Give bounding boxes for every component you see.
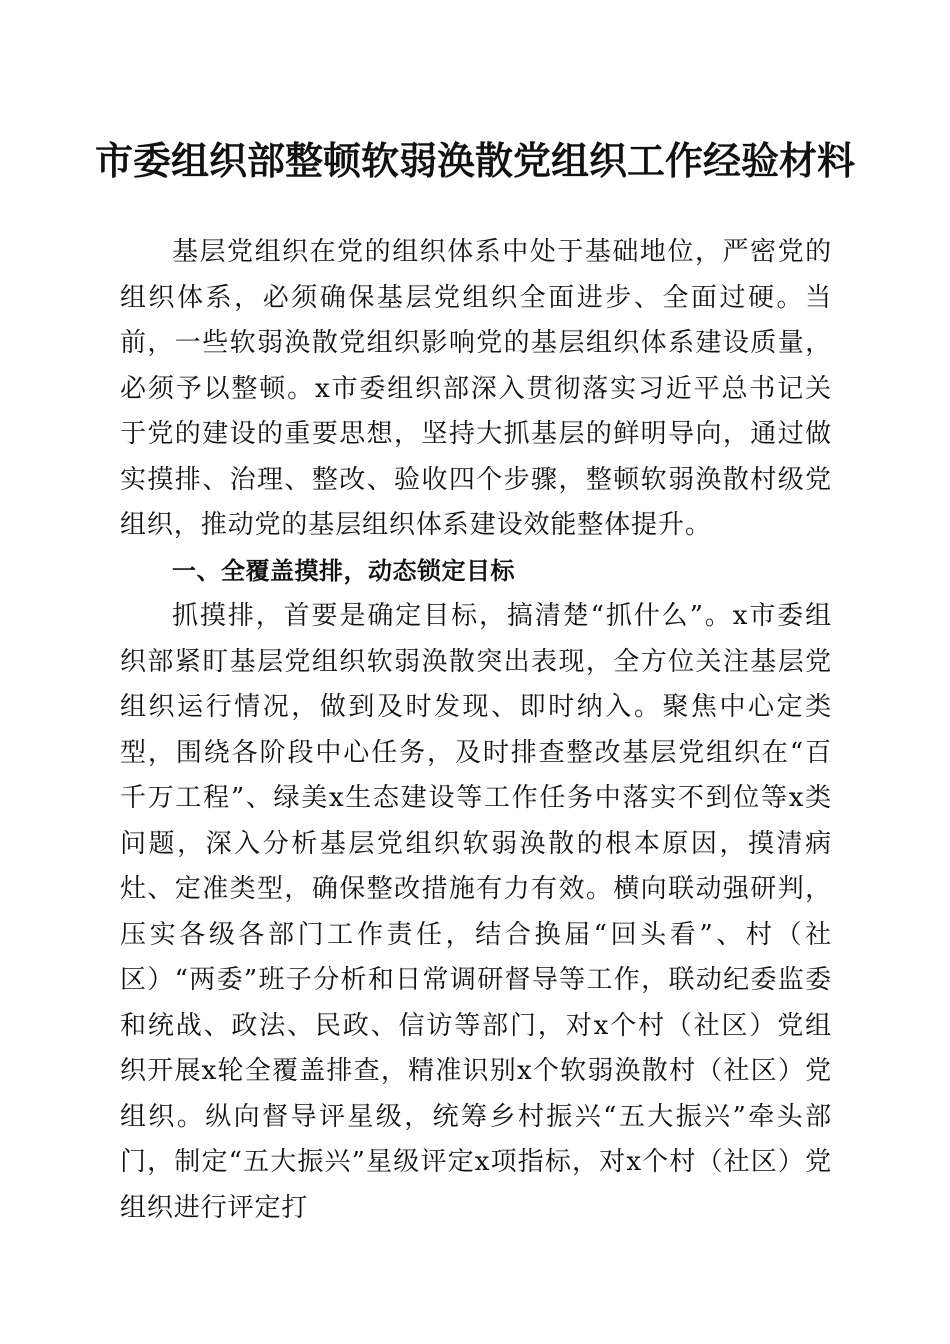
section-heading: 一、全覆盖摸排，动态锁定目标: [172, 556, 515, 585]
document-body: [120, 230, 832, 1231]
document-title: 市委组织部整顿软弱涣散党组织工作经验材料: [94, 138, 855, 183]
section-paragraph: 抓摸排，首要是确定目标，搞清楚“抓什么”。x市委组织部紧盯基层党组织软弱涣散突出表现，全方位关注基层党组织运行情况，做到及时发现、即时纳入。聚焦中心定类型，围绕各阶段中心任务，及时排查整改基层党组织在“百千万工程”、绿美x生态建设等工作任务中落实不到位等x类问题，深入分析基层党组织软弱涣散的根本原因，摸清病灶、定准类型，确保整改措施有力有效。横向联动强研判，压实各级各部门工作责任，结合换届“回头看”、村（社区）“两委”班子分析和日常调研督导等工作，联动纪委监委和统战、政法、民政、信访等部门，对x个村（社区）党组织开展x轮全覆盖排查，精准识别x个软弱涣散村（社区）党组织。纵向督导评星级，统筹乡村振兴“五大振兴”牵头部门，制定“五大振兴”星级评定x项指标，对x个村（社区）党组织进行评定打: [120, 601, 832, 1223]
intro-paragraph: 基层党组织在党的组织体系中处于基础地位，严密党的组织体系，必须确保基层党组织全面进步、全面过硬。当前，一些软弱涣散党组织影响党的基层组织体系建设质量，必须予以整顿。x市委组织部深入贯彻落实习近平总书记关于党的建设的重要思想，坚持大抓基层的鲜明导向，通过做实摸排、治理、整改、验收四个步骤，整顿软弱涣散村级党组织，推动党的基层组织体系建设效能整体提升。: [120, 237, 832, 540]
